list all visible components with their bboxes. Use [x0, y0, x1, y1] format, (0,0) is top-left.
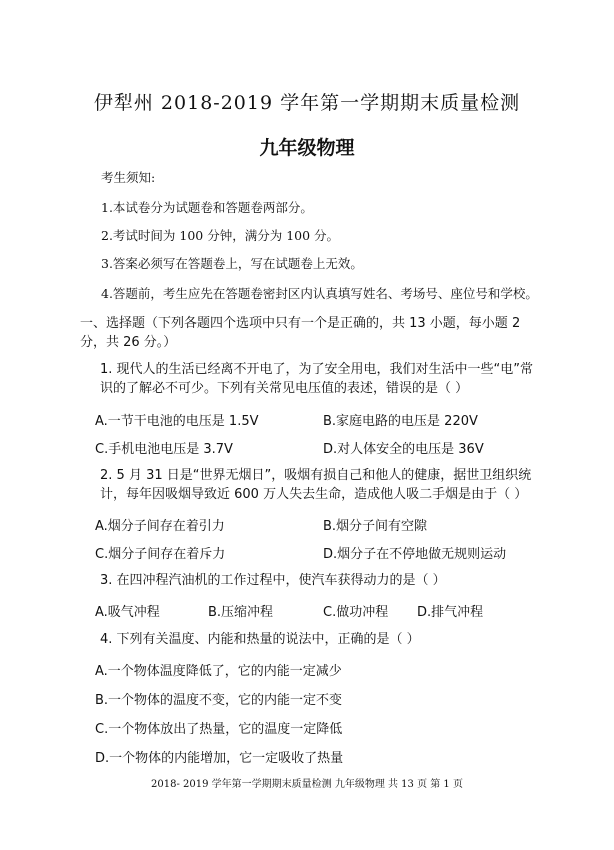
page-title: 伊犁州 2018-2019 学年第一学期期末质量检测: [93, 92, 521, 114]
option-b: B.一个物体的温度不变，它的内能一定不变: [95, 693, 343, 708]
question-stem: 3. 在四冲程汽油机的工作过程中，使汽车获得动力的是（ ）: [100, 573, 446, 588]
option-a: A.一个物体温度降低了，它的内能一定减少: [95, 664, 342, 679]
option-d: D.烟分子在不停地做无规则运动: [323, 547, 507, 562]
notice-heading: 考生须知:: [101, 170, 156, 185]
notice-item: 2.考试时间为 100 分钟，满分为 100 分。: [101, 228, 340, 243]
option-d: D.一个物体的内能增加，它一定吸收了热量: [95, 751, 344, 766]
option-c: C.一个物体放出了热量，它的温度一定降低: [95, 722, 343, 737]
option-b: B.压缩冲程: [208, 605, 274, 620]
option-c: C.手机电池电压是 3.7V: [95, 442, 233, 457]
question-stem: 1. 现代人的生活已经离不开电了，为了安全用电，我们对生活中一些“电”常识的了解必不可少。下列有关常见电压值的表述，错误的是（ ）: [100, 362, 534, 396]
notice-item: 1.本试卷分为试题卷和答题卷两部分。: [101, 200, 313, 215]
question-stem: 4. 下列有关温度、内能和热量的说法中，正确的是（ ）: [100, 632, 420, 647]
option-d: D.对人体安全的电压是 36V: [323, 442, 484, 457]
option-c: C.做功冲程: [323, 605, 389, 620]
option-b: B.烟分子间有空隙: [323, 519, 428, 534]
section-heading: 一、选择题（下列各题四个选项中只有一个是正确的，共 13 小题，每小题 2 分，共 26 分。）: [80, 316, 521, 350]
option-d: D.排气冲程: [417, 605, 484, 620]
question-stem: 2. 5 月 31 日是“世界无烟日”，吸烟有损自己和他人的健康，据世卫组织统计，每年因吸烟导致近 600 万人失去生命，造成他人吸二手烟是由于（ ）: [100, 468, 532, 502]
option-a: A.烟分子间存在着引力: [95, 519, 225, 534]
option-c: C.烟分子间存在着斥力: [95, 547, 226, 562]
option-b: B.家庭电路的电压是 220V: [323, 414, 478, 429]
option-a: A.一节干电池的电压是 1.5V: [95, 414, 259, 429]
notice-item: 3.答案必须写在答题卷上，写在试题卷上无效。: [101, 256, 363, 271]
option-a: A.吸气冲程: [95, 605, 160, 620]
page-subtitle: 九年级物理: [259, 137, 355, 159]
page-footer: 2018- 2019 学年第一学期期末质量检测 九年级物理 共 13 页 第 1 页: [151, 779, 463, 790]
notice-item: 4.答题前，考生应先在答题卷密封区内认真填写姓名、考场号、座位号和学校。: [101, 286, 538, 301]
